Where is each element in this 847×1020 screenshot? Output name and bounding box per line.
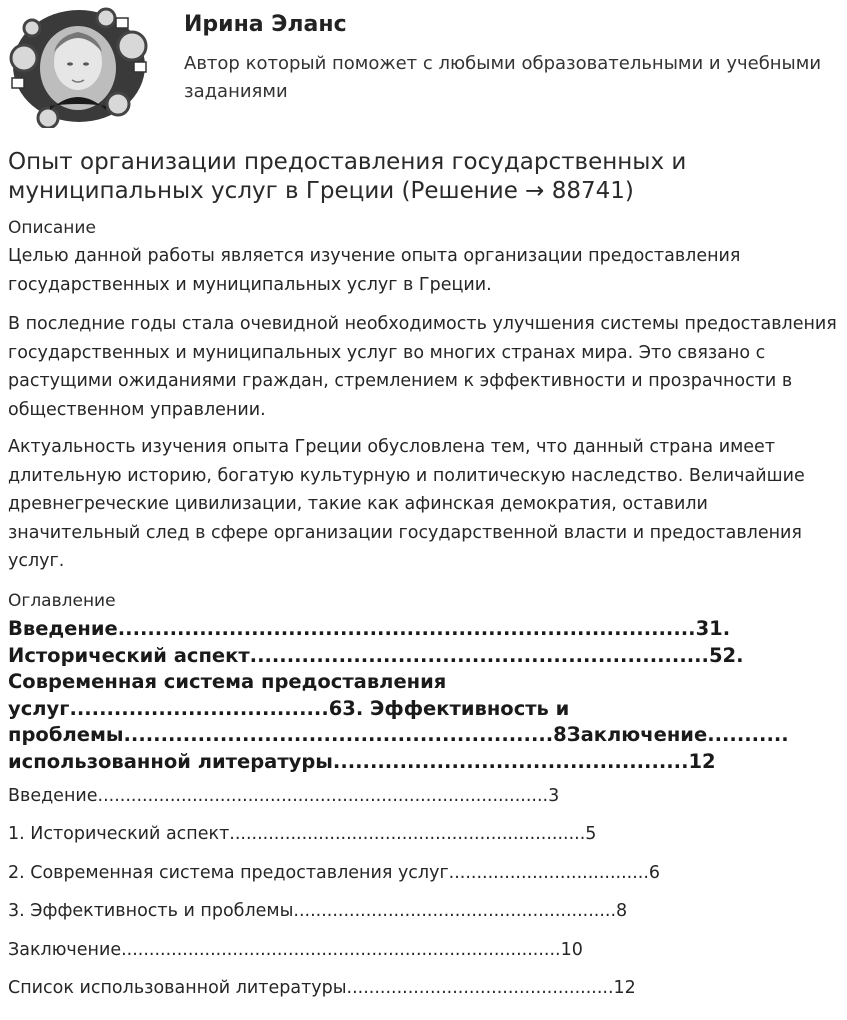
author-name: Ирина Эланс bbox=[184, 12, 347, 37]
author-description: Автор который поможет с любыми образовательными и учебными заданиями bbox=[184, 53, 822, 102]
paragraph-relevance: Актуальность изучения опыта Греции обусловлена тем, что данный страна имеет длительную историю, богатую культурную и политическую наследство. Величайшие древнегреческие цивилизации, такие как афинская демократия, оставили значительный след в сфере организации государственной власти и предоставления услуг. bbox=[8, 437, 805, 572]
toc-entry-references: Список использованной литературы................................................12 bbox=[8, 978, 636, 998]
paragraph-purpose: Целью данной работы является изучение опыта организации предоставления государственных и муниципальных услуг в Греции. bbox=[8, 246, 741, 295]
toc-bold-line: Исторический аспект..............................................................52. bbox=[8, 643, 744, 667]
toc-label: Оглавление bbox=[8, 591, 116, 611]
toc-bold-line: Введение..............................................................................31. bbox=[8, 617, 731, 640]
toc-entry-efficiency: 3. Эффективность и проблемы..........................................................8 bbox=[8, 901, 628, 921]
description-label: Описание bbox=[8, 218, 96, 238]
toc-bold-line: Современная система предоставления bbox=[8, 670, 447, 693]
toc-bold-line: услуг...................................63. Эффективность и bbox=[8, 696, 570, 720]
author-avatar bbox=[6, 6, 152, 128]
toc-entry-modern-system: 2. Современная система предоставления услуг....................................6 bbox=[8, 863, 661, 883]
paragraph-necessity: В последние годы стала очевидной необходимость улучшения системы предоставления государственных и муниципальных услуг во многих странах мира. Это связано с растущими ожиданиями граждан, стремлением к эффективности и прозрачности в общественном управлении. bbox=[8, 314, 837, 420]
toc-entry-introduction: Введение.................................................................................3 bbox=[8, 786, 560, 806]
toc-bold-block bbox=[8, 616, 847, 775]
toc-entry-conclusion: Заключение...............................................................................10 bbox=[8, 940, 583, 960]
toc-entry-historical: 1. Исторический аспект................................................................5 bbox=[8, 824, 597, 844]
document-title: Опыт организации предоставления государственных и муниципальных услуг в Греции (Решение → 88741) bbox=[8, 149, 687, 204]
toc-bold-line: использованной литературы................................................12 bbox=[8, 749, 716, 773]
toc-bold-line: проблемы..........................................................8Заключение........... bbox=[8, 723, 789, 746]
author-header bbox=[0, 0, 847, 135]
